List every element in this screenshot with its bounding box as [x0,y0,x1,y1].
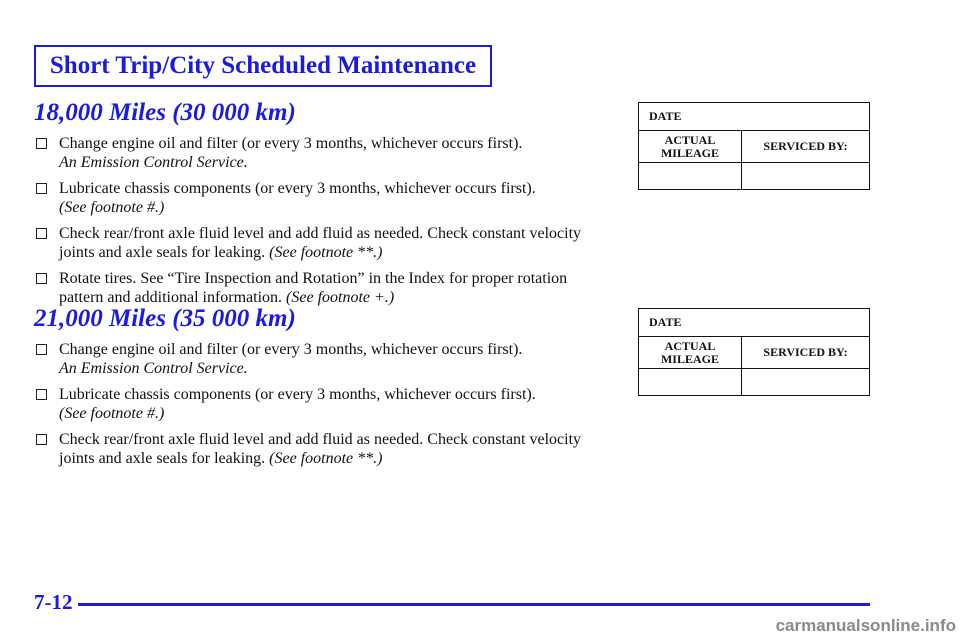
item-text: Change engine oil and filter (or every 3 months, whichever occurs first). [59,341,523,358]
service-record-table [638,102,870,190]
item-text: Lubricate chassis components (or every 3 months, whichever occurs first). [59,386,536,403]
checklist-item [34,224,614,262]
checkbox-icon[interactable] [36,344,47,355]
checklist-item [34,340,614,378]
checklist-item [34,134,614,172]
item-text: Rotate tires. See “Tire Inspection and Rotation” in the Index for proper rotation pattern and additional information. [59,270,568,306]
actual-mileage-label: ACTUAL MILEAGE [639,131,742,163]
page-number: 7-12 [34,590,73,614]
service-record-table [638,308,870,396]
item-text: Check rear/front axle fluid level and add fluid as needed. Check constant velocity joints and axle seals for leaking. [59,225,582,261]
serviced-by-entry-cell[interactable] [742,369,870,396]
header-banner [34,45,492,87]
watermark: carmanualsonline.info [775,616,956,635]
item-note: (See footnote +.) [286,289,395,306]
checkbox-icon[interactable] [36,434,47,445]
maintenance-section-21000 [34,304,614,475]
maintenance-section-18000 [34,98,614,314]
checkbox-icon[interactable] [36,389,47,400]
section-title: 21,000 Miles (35 000 km) [34,305,296,332]
checklist-item [34,269,614,307]
item-note: An Emission Control Service. [59,154,248,171]
item-note: (See footnote **.) [269,244,383,261]
checklist-item [34,179,614,217]
footer-divider [78,603,870,606]
page-title: Short Trip/City Scheduled Maintenance [49,52,477,79]
item-note: An Emission Control Service. [59,360,248,377]
item-text: Lubricate chassis components (or every 3 months, whichever occurs first). [59,180,536,197]
section-title: 18,000 Miles (30 000 km) [34,99,296,126]
item-note: (See footnote #.) [59,405,165,422]
actual-mileage-label: ACTUAL MILEAGE [639,337,742,369]
item-text: Change engine oil and filter (or every 3 months, whichever occurs first). [59,135,523,152]
date-label: DATE [639,309,870,337]
checklist-item [34,385,614,423]
checkbox-icon[interactable] [36,138,47,149]
mileage-entry-cell[interactable] [639,163,742,190]
serviced-by-label: SERVICED BY: [742,337,870,369]
serviced-by-entry-cell[interactable] [742,163,870,190]
checklist-item [34,430,614,468]
checkbox-icon[interactable] [36,228,47,239]
checkbox-icon[interactable] [36,183,47,194]
item-note: (See footnote **.) [269,450,383,467]
checkbox-icon[interactable] [36,273,47,284]
item-text: Check rear/front axle fluid level and add fluid as needed. Check constant velocity joints and axle seals for leaking. [59,431,582,467]
item-note: (See footnote #.) [59,199,165,216]
mileage-entry-cell[interactable] [639,369,742,396]
serviced-by-label: SERVICED BY: [742,131,870,163]
date-label: DATE [639,103,870,131]
